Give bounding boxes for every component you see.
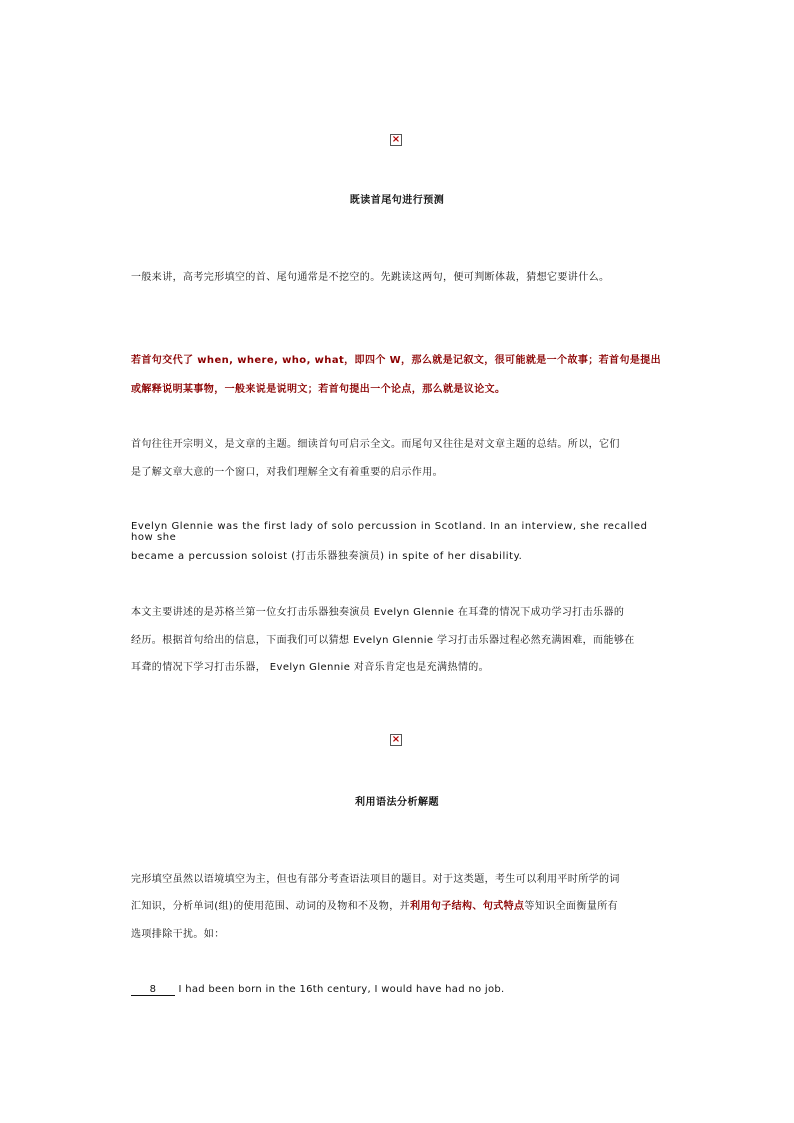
paragraph-3-line-2: 是了解文章大意的一个窗口，对我们理解全文有着重要的启示作用。 <box>131 467 443 478</box>
highlight-line-2: 或解释说明某事物，一般来说是说明文；若首句提出一个论点，那么就是议论文。 <box>131 384 506 395</box>
english-passage-line-1: Evelyn Glennie was the first lady of solo percussion in Scotland. In an interview, she recalled how she <box>131 521 648 543</box>
answer-blank <box>131 984 175 996</box>
example-text: I had been born in the 16th century, I would have had no job. <box>178 984 505 995</box>
paragraph-5-line-3: 耳聋的情况下学习打击乐器， Evelyn Glennie 对音乐肯定也是充满热情的。 <box>131 662 490 673</box>
grammar-line-2-start: 汇知识，分析单词(组)的使用范围、动词的及物和不及物，并 <box>131 901 411 912</box>
grammar-line-2-tail: 等知识全面衡量所有 <box>524 901 619 912</box>
example-sentence <box>131 984 665 996</box>
paragraph-5-line-2: 经历。根据首句给出的信息，下面我们可以猜想 Evelyn Glennie 学习打击乐器过程必然充满困难，而能够在 <box>131 635 635 646</box>
paragraph-5-line-1: 本文主要讲述的是苏格兰第一位女打击乐器独奏演员 Evelyn Glennie 在耳聋的情况下成功学习打击乐器的 <box>131 607 625 618</box>
blank-number: 8 <box>149 984 157 995</box>
grammar-paragraph-line-1: 完形填空虽然以语境填空为主，但也有部分考查语法项目的题目。对于这类题，考生可以利用平时所学的词 <box>131 874 620 885</box>
section-heading-2: 利用语法分析解题 <box>355 797 439 808</box>
highlight-line-1: 若首句交代了 when, where, who, what，即四个 W，那么就是记叙文，很可能就是一个故事；若首句是提出 <box>131 355 662 366</box>
broken-image-icon-2: × <box>391 734 401 745</box>
grammar-line-2-highlight: 利用句子结构、句式特点 <box>410 901 525 912</box>
paragraph-3-line-1: 首句往往开宗明义，是文章的主题。细读首句可启示全文。而尾句又往往是对文章主题的总结。所以，它们 <box>131 439 620 450</box>
grammar-paragraph-line-3: 选项排除干扰。如： <box>131 929 225 940</box>
english-passage-line-2: became a percussion soloist (打击乐器独奏演员) in spite of her disability. <box>131 551 523 562</box>
section-heading-1: 既读首尾句进行预测 <box>349 195 445 206</box>
intro-paragraph: 一般来讲，高考完形填空的首、尾句通常是不挖空的。先跳读这两句，便可判断体裁，猜想它要讲什么。 <box>131 272 610 283</box>
grammar-paragraph-line-2 <box>131 897 665 912</box>
broken-image-icon: × <box>391 134 401 145</box>
